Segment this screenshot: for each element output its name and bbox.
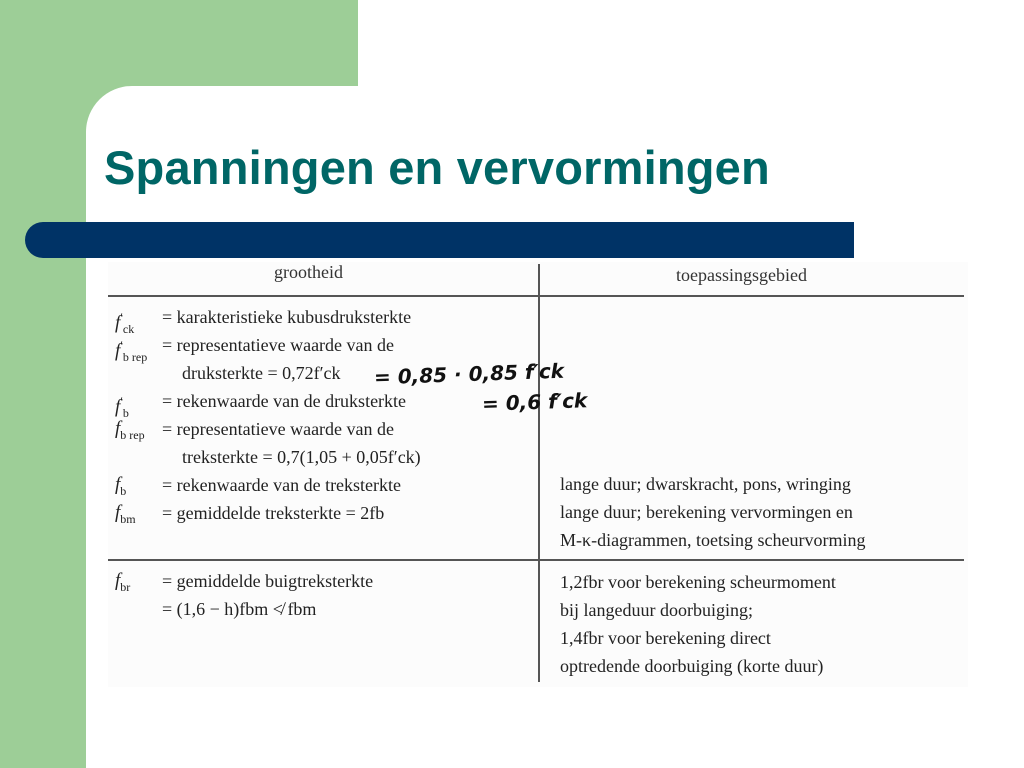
scanned-table	[108, 262, 968, 687]
symbol-fb-prime: $f'_b$	[115, 394, 129, 421]
row-text: = gemiddelde buigtreksterkte	[162, 571, 374, 591]
right-row: lange duur; dwarskracht, pons, wringing	[560, 474, 851, 494]
right-row: 1,4fbr voor berekening direct	[560, 628, 771, 648]
row-text: = karakteristieke kubusdruksterkte	[162, 307, 412, 327]
row-text: = gemiddelde treksterkte = 2fb	[162, 503, 385, 523]
row-fb-rep-trek	[108, 416, 538, 442]
right-row: lange duur; berekening vervormingen en	[560, 502, 853, 522]
right-row: 1,2fbr voor berekening scheurmoment	[560, 572, 836, 592]
symbol-fbm: $f_{bm}$	[115, 502, 136, 526]
row-fb-rep-druk	[108, 332, 538, 365]
row-text: treksterkte = 0,7(1,05 + 0,05f′ck)	[182, 447, 421, 467]
handwritten-annotation-2: = 0,6 f′ck	[481, 388, 588, 416]
row-fbr-formula	[108, 596, 538, 622]
section-divider	[108, 559, 964, 561]
symbol-fck: $f'_{ck}$	[115, 310, 135, 337]
column-divider	[538, 264, 540, 682]
row-text: = representatieve waarde van de	[162, 419, 395, 439]
right-row: M-κ-diagrammen, toetsing scheurvorming	[560, 530, 866, 550]
slide-title: Spanningen en vervormingen	[104, 141, 770, 194]
right-row: bij langeduur doorbuiging;	[560, 600, 753, 620]
symbol-fbr: $f_{br}$	[115, 570, 131, 594]
row-treksterkte	[128, 444, 538, 470]
symbol-fb-rep: $f_{b rep}$	[115, 418, 145, 442]
row-text: = representatieve waarde van de	[162, 335, 395, 355]
row-fbr	[108, 568, 538, 594]
row-text: = rekenwaarde van de druksterkte	[162, 391, 407, 411]
row-text: = (1,6 − h)fbm ≮ fbm	[162, 599, 317, 619]
row-text: druksterkte = 0,72f′ck	[182, 363, 341, 383]
handwritten-annotation-1: = 0,85 · 0,85 f′ck	[373, 358, 565, 390]
header-divider	[108, 295, 964, 297]
symbol-fb-rep-prime: $f'_{b rep}$	[115, 338, 148, 365]
header-grootheid: grootheid	[274, 262, 343, 282]
symbol-fb: $f_b$	[115, 474, 127, 498]
right-row: optredende doorbuiging (korte duur)	[560, 656, 824, 676]
row-fck	[108, 304, 538, 337]
row-fb	[108, 472, 538, 498]
title-underline-bar	[25, 222, 854, 258]
row-fbm	[108, 500, 538, 526]
row-text: = rekenwaarde van de treksterkte	[162, 475, 402, 495]
header-toepassingsgebied: toepassingsgebied	[676, 265, 807, 285]
